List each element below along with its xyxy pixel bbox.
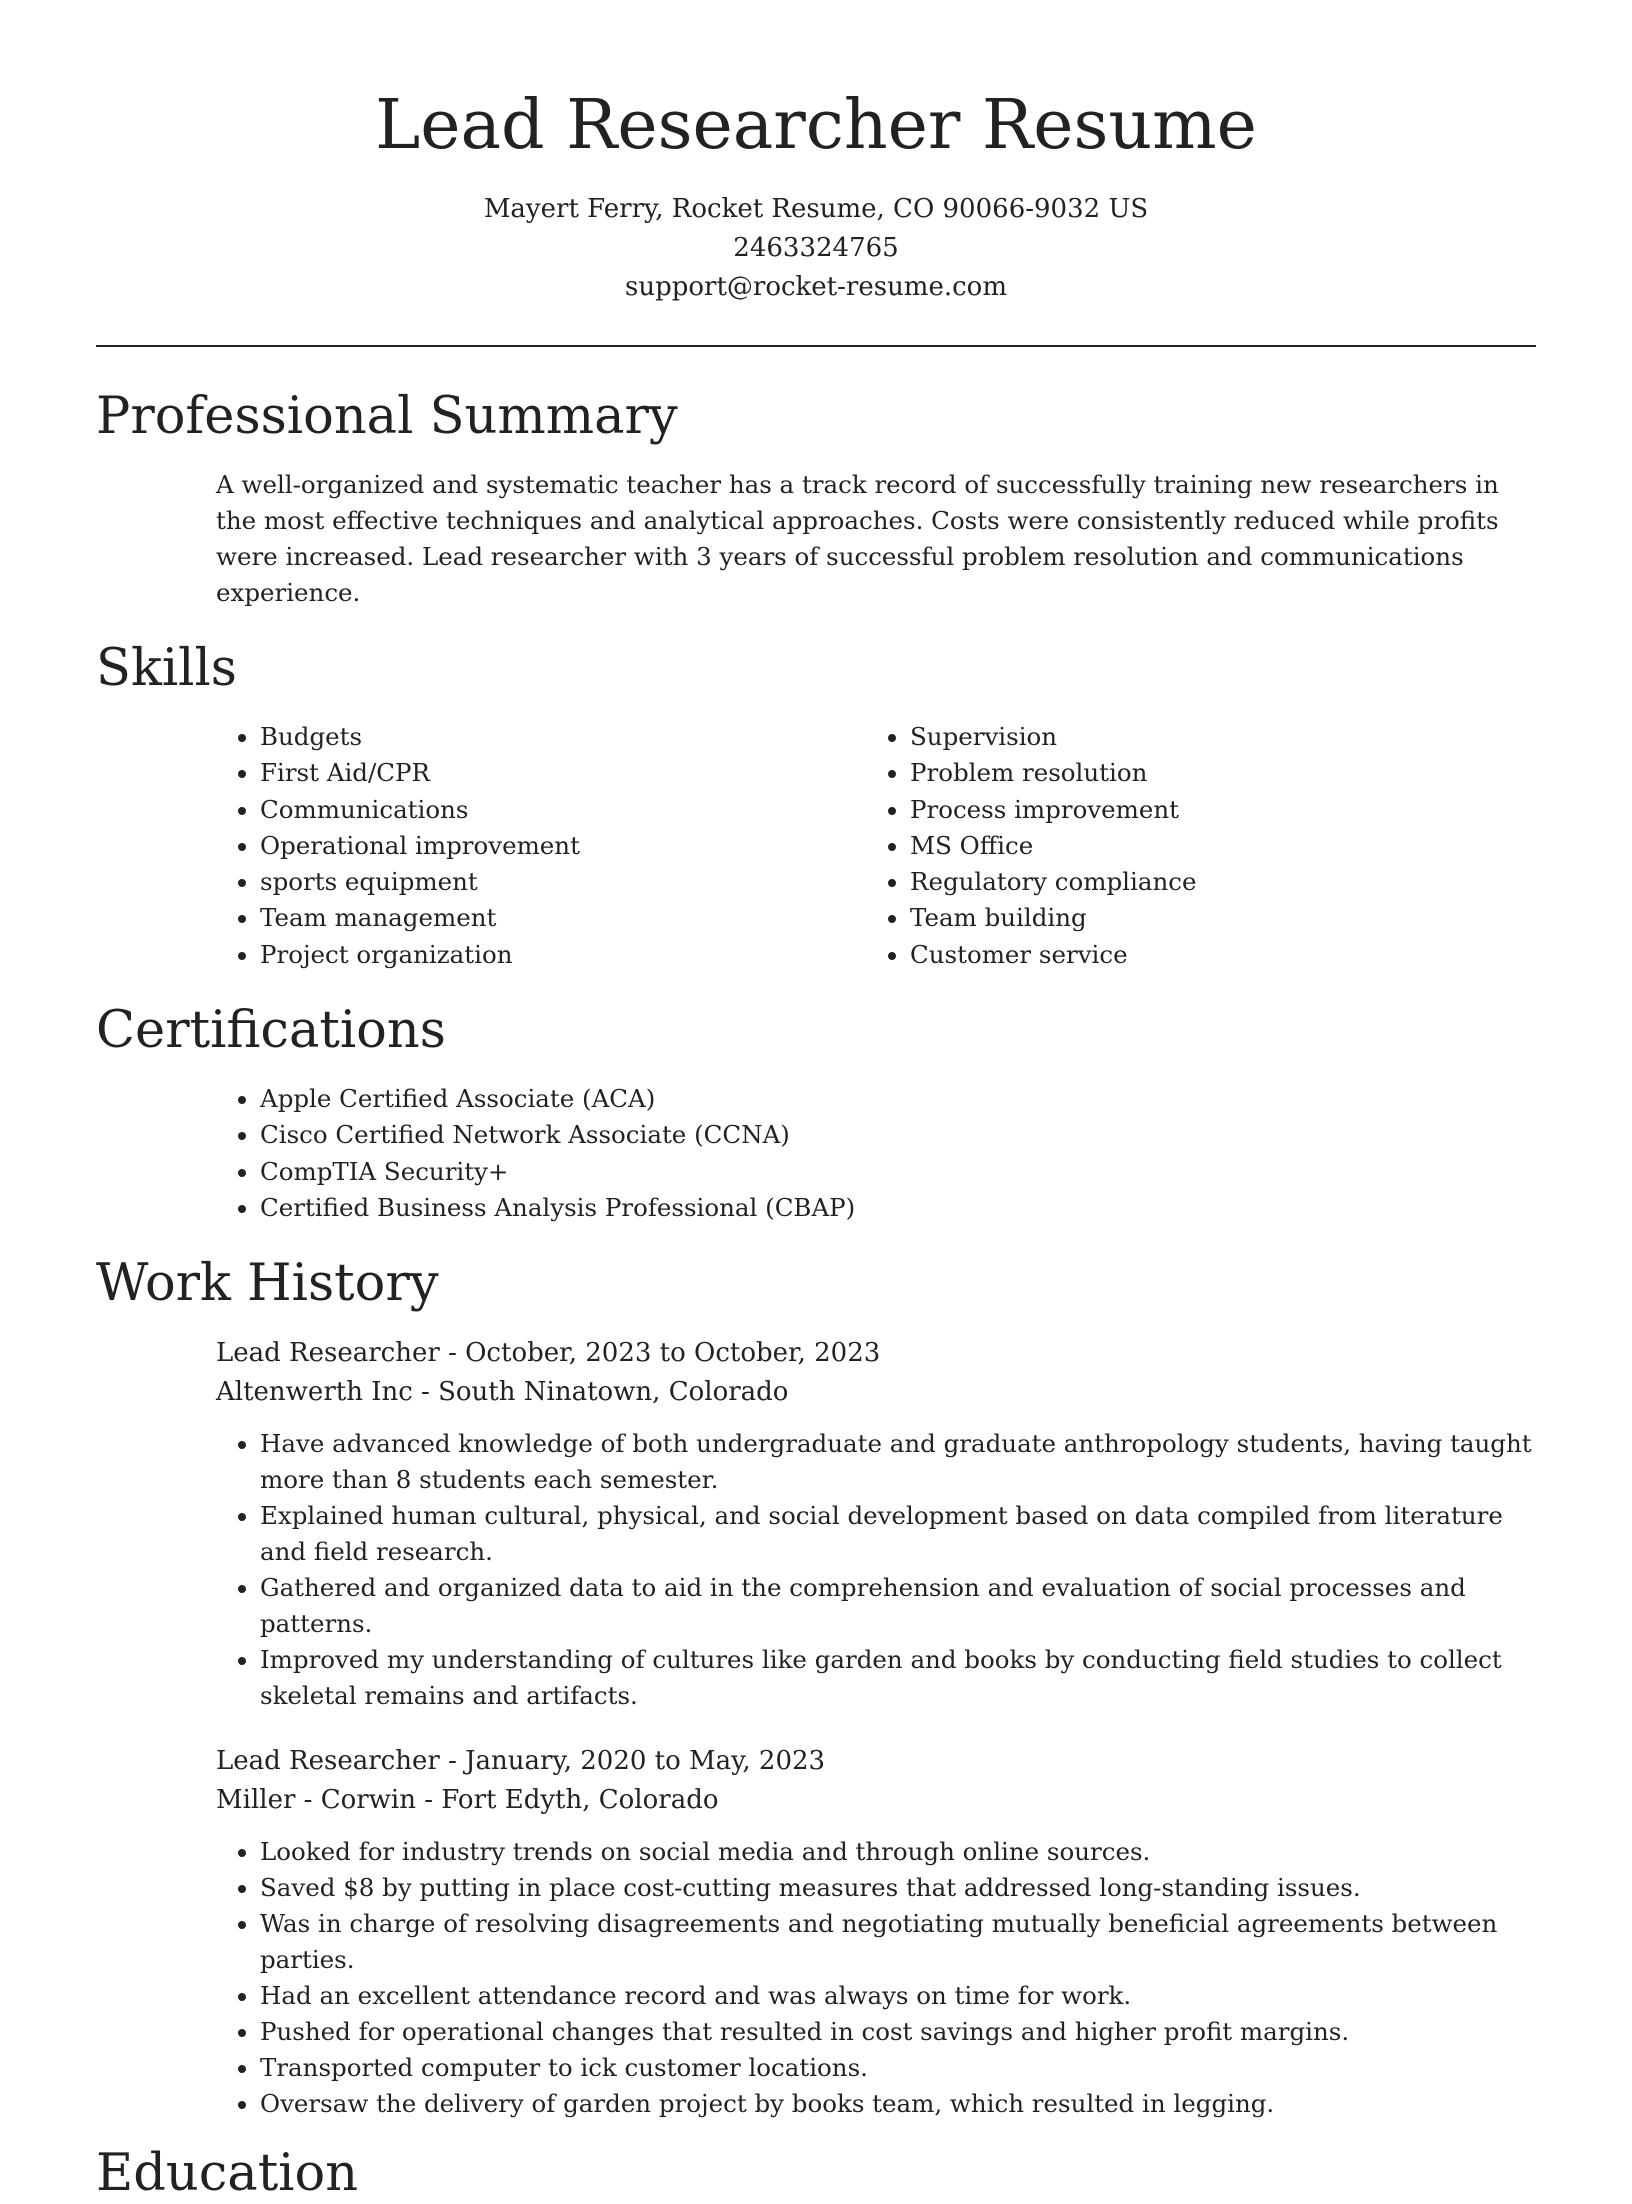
- contact-email: support@rocket-resume.com: [624, 272, 1007, 302]
- job-bullet: • Oversaw the delivery of garden project by books team, which resulted in legging.: [260, 2086, 1536, 2122]
- resume-header: [0, 0, 1632, 307]
- skill-item: • Team building: [910, 900, 1196, 936]
- skill-item: • First Aid/CPR: [260, 755, 866, 791]
- job-bullet: • Looked for industry trends on social media and through online sources.: [260, 1834, 1536, 1870]
- job-entry: [216, 1334, 1536, 1714]
- job-bullet: • Improved my understanding of cultures like garden and books by conducting field studies to collect skeletal remains and artifacts.: [260, 1642, 1536, 1714]
- resume-title: Lead Researcher Resume: [375, 86, 1257, 165]
- skills-list-left: [216, 719, 866, 973]
- job-title-line: Lead Researcher - January, 2020 to May, 2023: [216, 1746, 826, 1777]
- education-section: [96, 2144, 1536, 2204]
- skill-item: • Project organization: [260, 937, 866, 973]
- job-company-line: Miller - Corwin - Fort Edyth, Colorado: [216, 1785, 719, 1816]
- certification-item: • Certified Business Analysis Professional (CBAP): [260, 1190, 1536, 1226]
- skill-item: • sports equipment: [260, 864, 866, 900]
- job-bullet: • Had an excellent attendance record and was always on time for work.: [260, 1978, 1536, 2014]
- job-bullets: [216, 1426, 1536, 1714]
- job-title-line: Lead Researcher - October, 2023 to October, 2023: [216, 1338, 881, 1369]
- skills-columns: [216, 719, 1536, 973]
- skill-item: • Problem resolution: [910, 755, 1196, 791]
- section-heading-certifications: Certifications: [96, 1001, 446, 1061]
- contact-info: [0, 190, 1632, 307]
- job-bullet: • Pushed for operational changes that resulted in cost savings and higher profit margins.: [260, 2014, 1536, 2050]
- summary-text: A well-organized and systematic teacher has a track record of successfully training new researchers in the most effective techniques and analytical approaches. Costs were consistently reduced while profits were increased. Lead researcher with 3 years of successful problem resolution and communications experience.: [216, 470, 1499, 607]
- skill-item: • Team management: [260, 900, 866, 936]
- contact-phone: 2463324765: [733, 233, 899, 263]
- skill-item: • MS Office: [910, 828, 1196, 864]
- skills-list-right: [866, 719, 1196, 973]
- section-heading-work-history: Work History: [96, 1254, 439, 1314]
- skill-item: • Communications: [260, 792, 866, 828]
- skills-section: [96, 639, 1536, 973]
- work-history-section: [96, 1254, 1536, 2122]
- job-bullet: • Explained human cultural, physical, and social development based on data compiled from literature and field research.: [260, 1498, 1536, 1570]
- section-heading-skills: Skills: [96, 639, 237, 698]
- job-bullet: • Have advanced knowledge of both undergraduate and graduate anthropology students, having taught more than 8 students each semester.: [260, 1426, 1536, 1498]
- skill-item: • Process improvement: [910, 792, 1196, 828]
- certifications-list: [216, 1081, 1536, 1226]
- skill-item: • Operational improvement: [260, 828, 866, 864]
- summary-section: [96, 387, 1536, 611]
- header-divider: [96, 345, 1536, 347]
- skill-item: • Supervision: [910, 719, 1196, 755]
- certifications-section: [96, 1001, 1536, 1226]
- job-bullets: [216, 1834, 1536, 2122]
- job-entry: [216, 1742, 1536, 2122]
- job-bullet: • Was in charge of resolving disagreements and negotiating mutually beneficial agreements between parties.: [260, 1906, 1536, 1978]
- contact-address: Mayert Ferry, Rocket Resume, CO 90066-9032 US: [483, 194, 1149, 224]
- certification-item: • Cisco Certified Network Associate (CCNA): [260, 1117, 1536, 1153]
- certification-item: • Apple Certified Associate (ACA): [260, 1081, 1536, 1117]
- job-bullet: • Gathered and organized data to aid in the comprehension and evaluation of social processes and patterns.: [260, 1570, 1536, 1642]
- skill-item: • Budgets: [260, 719, 866, 755]
- section-heading-summary: Professional Summary: [96, 387, 678, 446]
- job-company-line: Altenwerth Inc - South Ninatown, Colorado: [216, 1377, 789, 1408]
- skill-item: • Regulatory compliance: [910, 864, 1196, 900]
- certification-item: • CompTIA Security+: [260, 1154, 1536, 1190]
- section-heading-education: Education: [96, 2144, 359, 2204]
- skill-item: • Customer service: [910, 937, 1196, 973]
- job-bullet: • Transported computer to ick customer locations.: [260, 2050, 1536, 2086]
- job-bullet: • Saved $8 by putting in place cost-cutting measures that addressed long-standing issues.: [260, 1870, 1536, 1906]
